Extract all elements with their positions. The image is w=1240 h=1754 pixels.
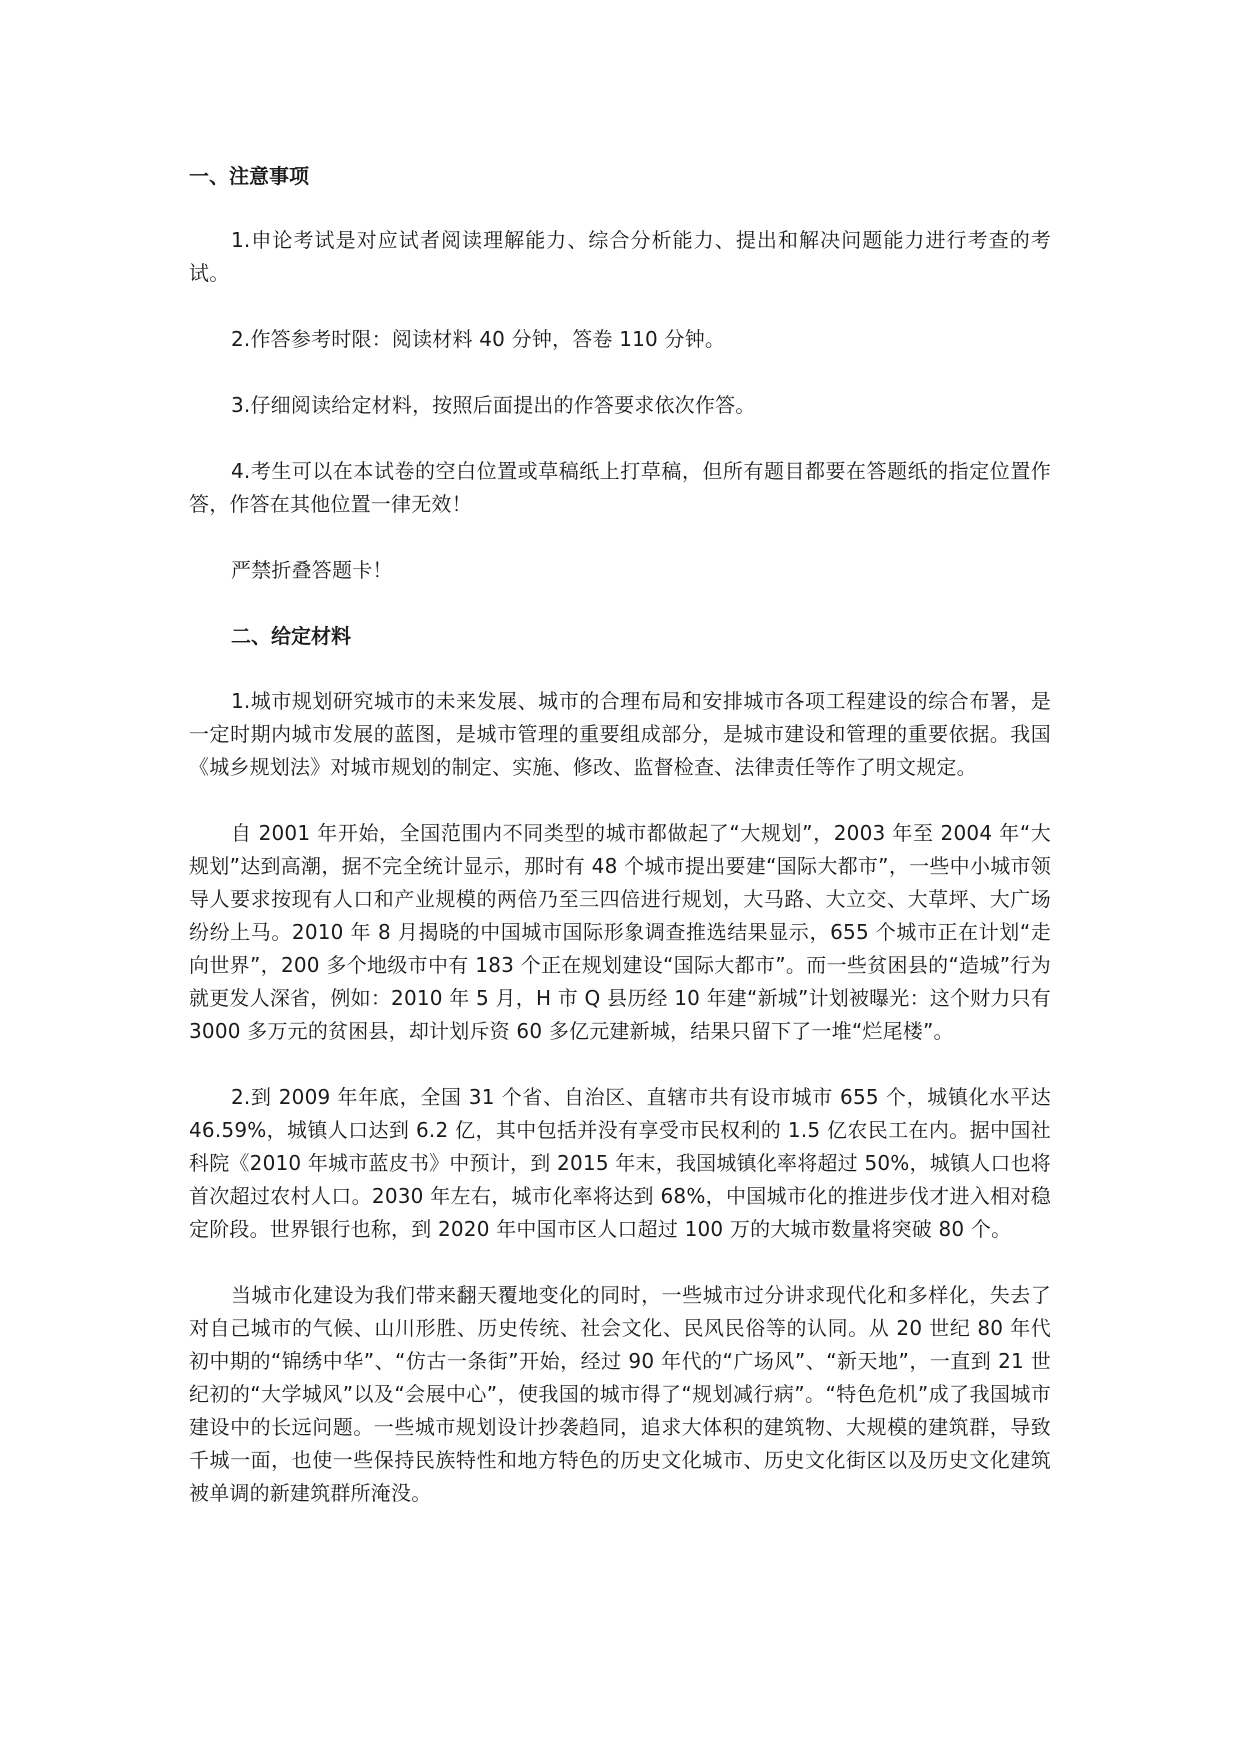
notes-item-1: 1.申论考试是对应试者阅读理解能力、综合分析能力、提出和解决问题能力进行考查的考试。 (189, 228, 1051, 285)
notes-item-3: 3.仔细阅读给定材料，按照后面提出的作答要求依次作答。 (231, 393, 756, 417)
notes-item-4: 4.考生可以在本试卷的空白位置或草稿纸上打草稿，但所有题目都要在答题纸的指定位置作答，作答在其他位置一律无效！ (189, 459, 1051, 516)
material-paragraph-4: 当城市化建设为我们带来翻天覆地变化的同时，一些城市过分讲求现代化和多样化，失去了对自己城市的气候、山川形胜、历史传统、社会文化、民风民俗等的认同。从 20 世纪 80 年代初中期的“锦绣中华”、“仿古一条街”开始，经过 90 年代的“广场风”、“新天地”，一直到 21 世纪初的“大学城风”以及“会展中心”，使我国的城市得了“规划减行病”。“特色危机”成了我国城市建设中的长远问题。一些城市规划设计抄袭趋同，追求大体积的建筑物、大规模的建筑群，导致千城一面，也使一些保持民族特性和地方特色的历史文化城市、历史文化街区以及历史文化建筑被单调的新建筑群所淹没。 (189, 1283, 1051, 1505)
notes-item-2: 2.作答参考时限：阅读材料 40 分钟，答卷 110 分钟。 (231, 327, 726, 351)
material-paragraph-1: 1.城市规划研究城市的未来发展、城市的合理布局和安排城市各项工程建设的综合布署，是一定时期内城市发展的蓝图，是城市管理的重要组成部分，是城市建设和管理的重要依据。我国《城乡规划法》对城市规划的制定、实施、修改、监督检查、法律责任等作了明文规定。 (189, 689, 1051, 779)
document-body (189, 160, 1051, 1510)
material-paragraph-3: 2.到 2009 年年底，全国 31 个省、自治区、直辖市共有设市城市 655 个，城镇化水平达 46.59%，城镇人口达到 6.2 亿，其中包括并没有享受市民权利的 1.5 亿农民工在内。据中国社科院《2010 年城市蓝皮书》中预计，到 2015 年末，我国城镇化率将超过 50%，城镇人口也将首次超过农村人口。2030 年左右，城市化率将达到 68%，中国城市化的推进步伐才进入相对稳定阶段。世界银行也称，到 2020 年中国市区人口超过 100 万的大城市数量将突破 80 个。 (189, 1085, 1051, 1241)
material-paragraph-2: 自 2001 年开始，全国范围内不同类型的城市都做起了“大规划”，2003 年至 2004 年“大规划”达到高潮，据不完全统计显示，那时有 48 个城市提出要建“国际大都市”，一些中小城市领导人要求按现有人口和产业规模的两倍乃至三四倍进行规划，大马路、大立交、大草坪、大广场纷纷上马。2010 年 8 月揭晓的中国城市国际形象调查推选结果显示，655 个城市正在计划“走向世界”，200 多个地级市中有 183 个正在规划建设“国际大都市”。而一些贫困县的“造城”行为就更发人深省，例如：2010 年 5 月，H 市 Q 县历经 10 年建“新城”计划被曝光：这个财力只有 3000 多万元的贫困县，却计划斥资 60 多亿元建新城，结果只留下了一堆“烂尾楼”。 (189, 821, 1051, 1043)
section-heading-notes: 一、注意事项 (189, 164, 309, 188)
notes-item-5: 严禁折叠答题卡！ (231, 558, 393, 582)
section-heading-materials: 二、给定材料 (231, 624, 351, 648)
